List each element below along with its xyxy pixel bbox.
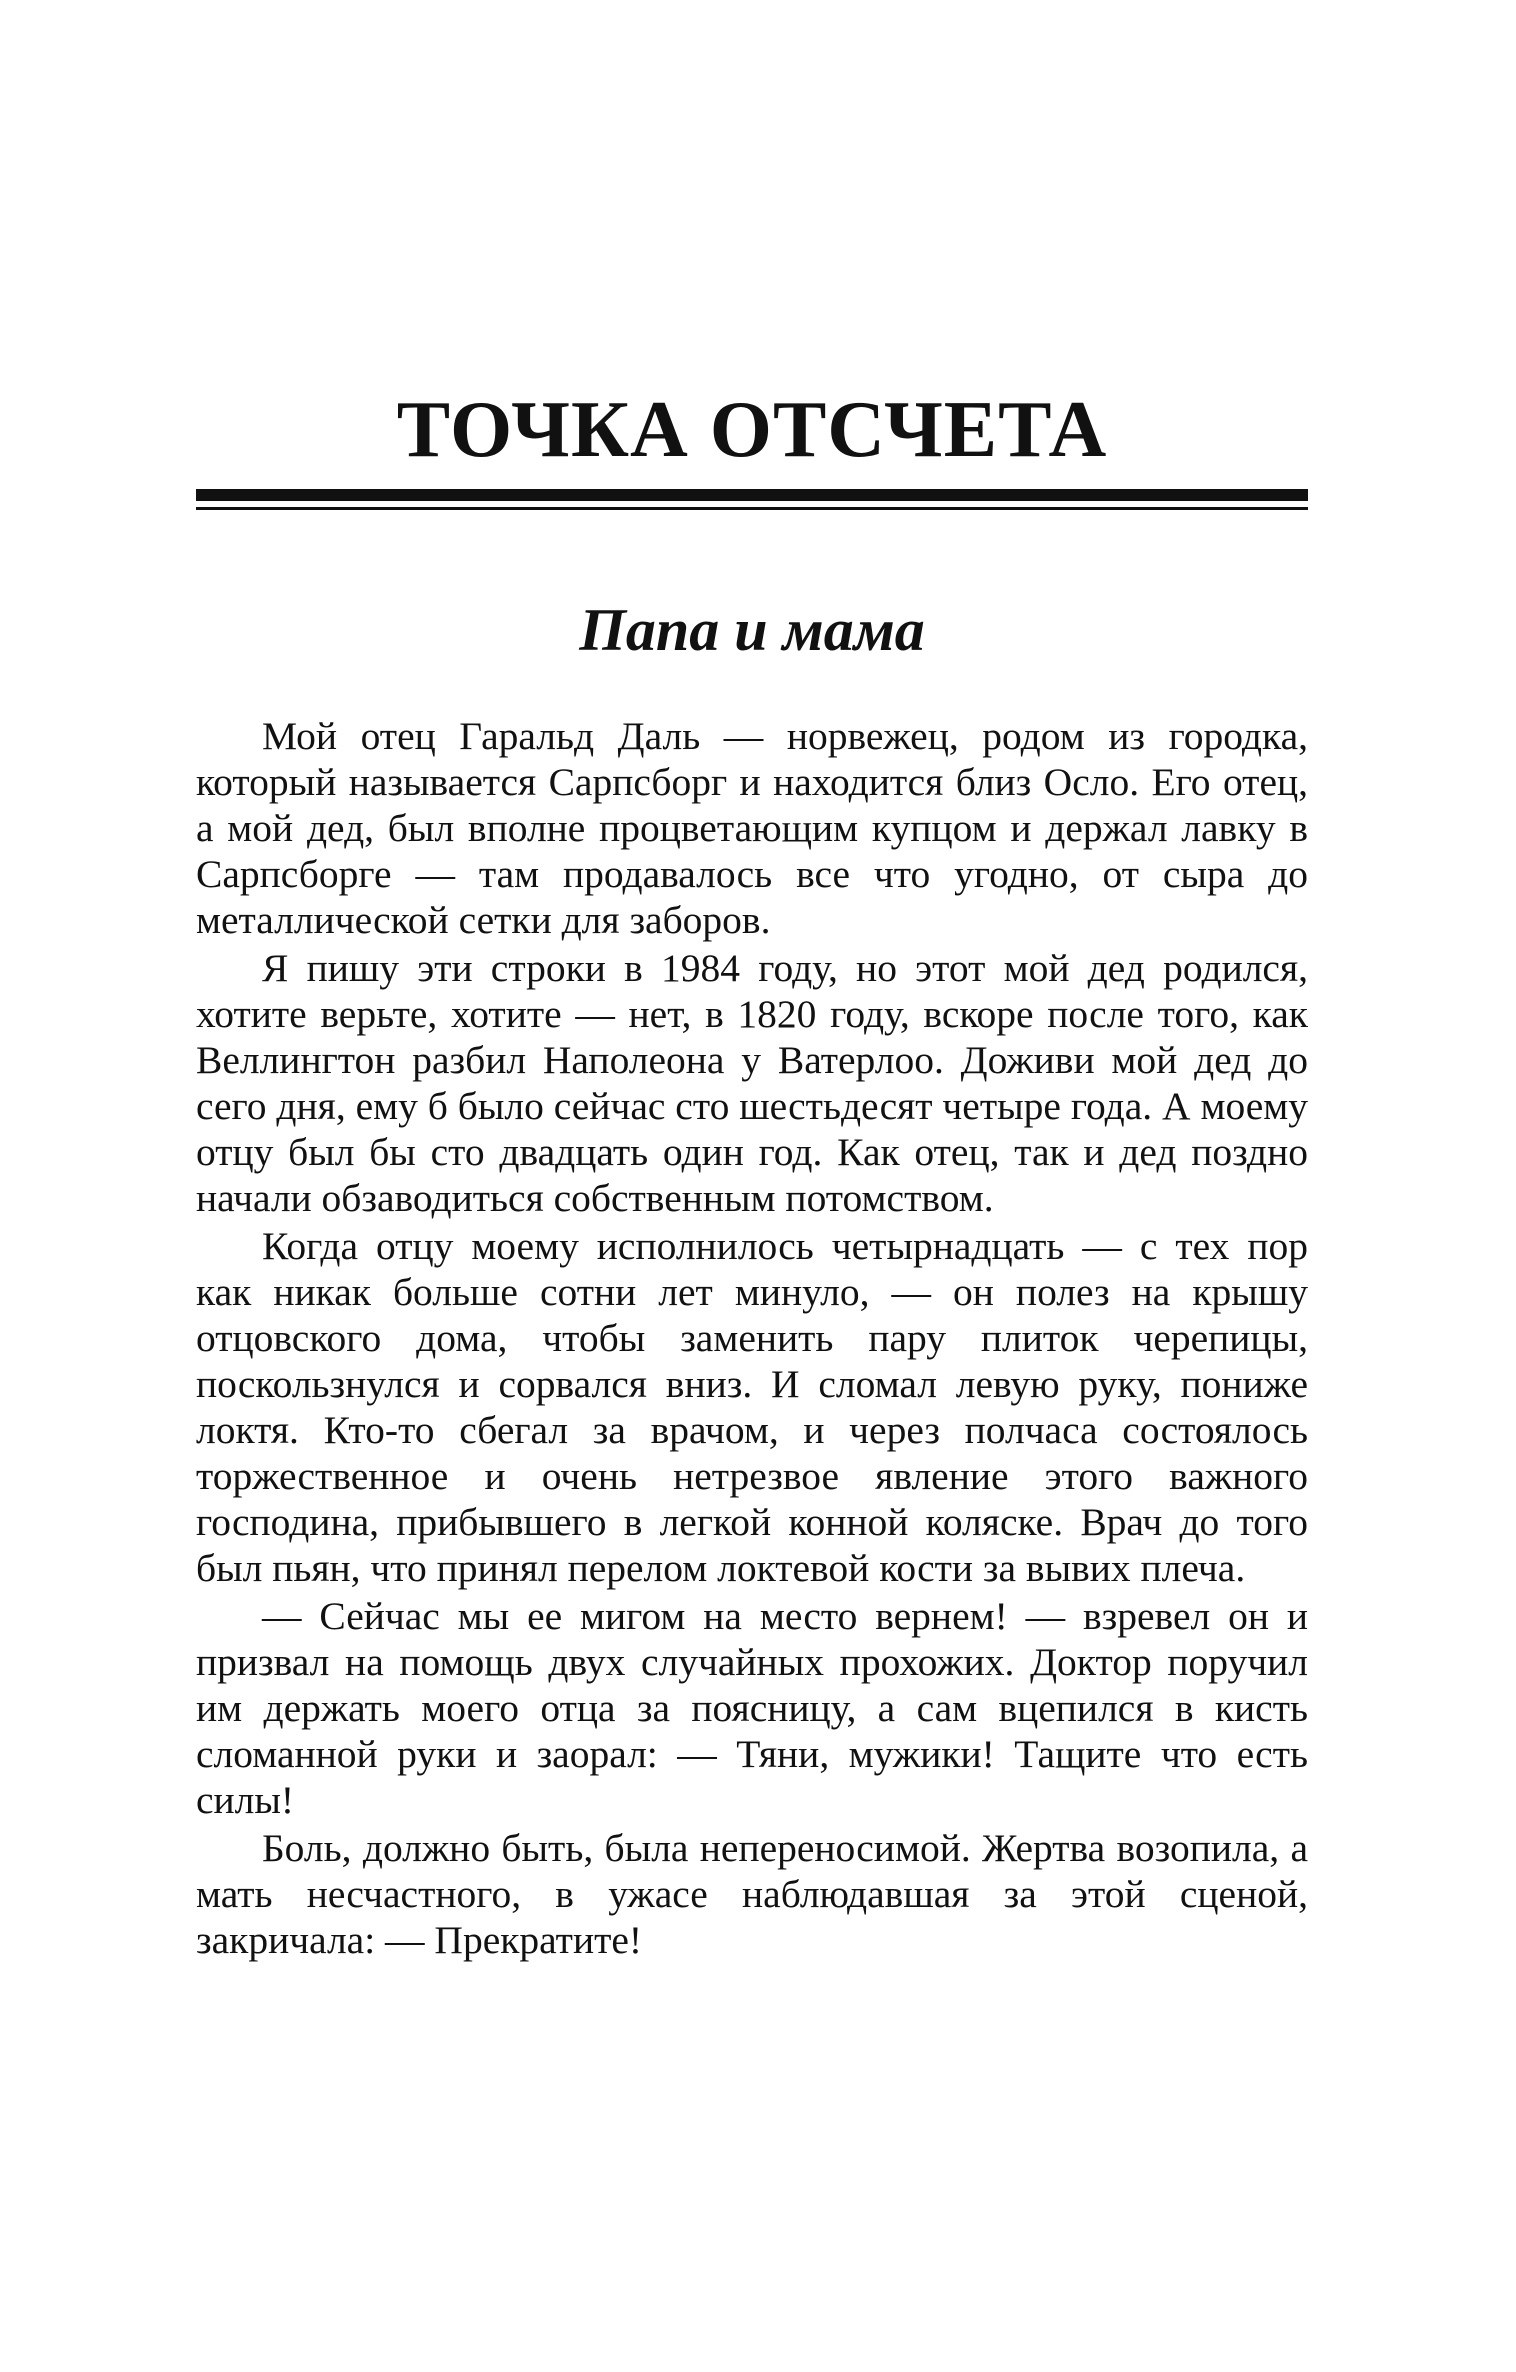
- paragraph: — Сейчас мы ее мигом на место вернем! — взревел он и призвал на помощь двух случайных прохожих. Доктор поручил им держать моего отца за поясницу, а сам вцепился в кисть сломанной руки и заорал: — Тяни, мужики! Тащите что есть силы!: [196, 1594, 1308, 1822]
- body-text: [196, 713, 1308, 1965]
- chapter-title: ТОЧКА ОТСЧЕТА: [396, 386, 1108, 474]
- paragraph: Мой отец Гаральд Даль — норвежец, родом из городка, который называется Сарпсборг и находится близ Осло. Его отец, а мой дед, был вполне процветающим купцом и держал лавку в Сарпсборге — там продавалось все что угодно, от сыра до металлической сетки для заборов.: [196, 714, 1308, 942]
- paragraph: Боль, должно быть, была непереносимой. Жертва возопила, а мать несчастного, в ужасе наблюдавшая за этой сценой, закричала: — Прекратите!: [196, 1826, 1308, 1962]
- paragraph: Я пишу эти строки в 1984 году, но этот мой дед родился, хотите верьте, хотите — нет, в 1820 году, вскоре после того, как Веллингтон разбил Наполеона у Ватерлоо. Доживи мой дед до сего дня, ему б было сейчас сто шестьдесят четыре года. А моему отцу был бы сто двадцать один год. Как отец, так и дед поздно начали обзаводиться собственным потомством.: [196, 946, 1308, 1220]
- paragraph: Когда отцу моему исполнилось четырнадцать — с тех пор как никак больше сотни лет минуло, — он полез на крышу отцовского дома, чтобы заменить пару плиток черепицы, поскользнулся и сорвался вниз. И сломал левую руку, пониже локтя. Кто-то сбегал за врачом, и через полчаса состоялось торжественное и очень нетрезвое явление этого важного господина, прибывшего в легкой конной коляске. Врач до того был пьян, что принял перелом локтевой кости за вывих плеча.: [196, 1224, 1308, 1590]
- title-rule-thin: [196, 507, 1308, 510]
- section-title: Папа и мама: [579, 597, 925, 663]
- title-rule-thick: [196, 489, 1308, 501]
- book-page: [196, 0, 1308, 2372]
